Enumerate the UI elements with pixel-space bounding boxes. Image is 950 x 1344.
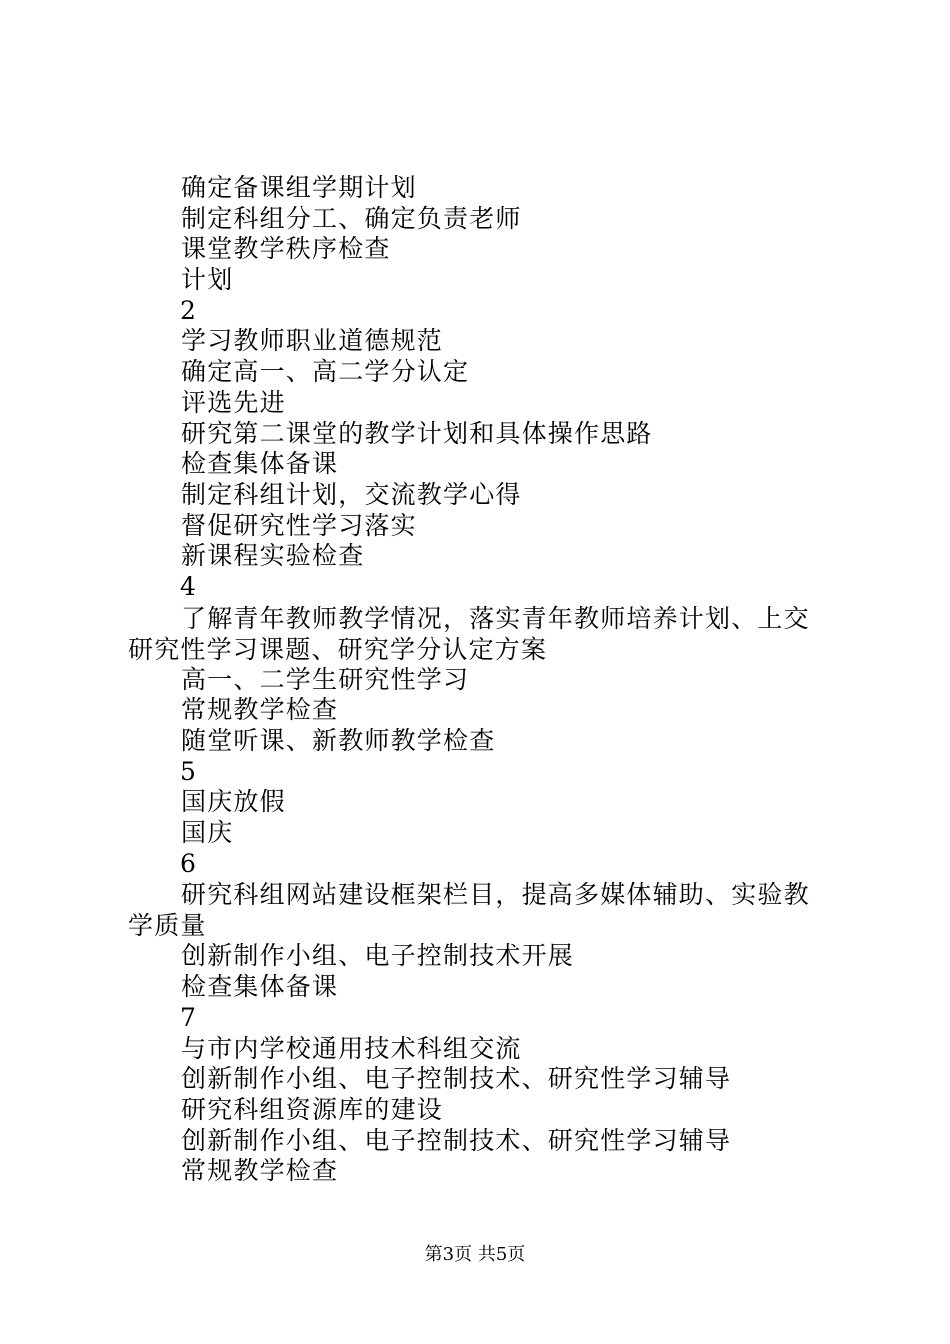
section-number: 6 bbox=[180, 848, 198, 878]
section-number: 7 bbox=[180, 1002, 198, 1032]
text-line: 研究科组资源库的建设 bbox=[181, 1094, 444, 1124]
text-line: 创新制作小组、电子控制技术开展 bbox=[181, 941, 575, 971]
text-line: 学习教师职业道德规范 bbox=[181, 326, 444, 356]
text-line: 国庆 bbox=[181, 818, 234, 848]
page-footer: 第3页 共5页 bbox=[424, 1244, 526, 1265]
section-number: 2 bbox=[180, 295, 198, 325]
text-line: 研究第二课堂的教学计划和具体操作思路 bbox=[181, 418, 653, 448]
text-line: 常规教学检查 bbox=[181, 1156, 339, 1186]
text-line: 评选先进 bbox=[181, 387, 286, 417]
text-line: 确定备课组学期计划 bbox=[181, 173, 417, 202]
text-paragraph: 研究科组网站建设框架栏目，提高多媒体辅助、实验教学质量 bbox=[128, 880, 810, 941]
text-paragraph: 了解青年教师教学情况，落实青年教师培养计划、上交研究性学习课题、研究学分认定方案 bbox=[128, 603, 810, 664]
text-line: 创新制作小组、电子控制技术、研究性学习辅导 bbox=[181, 1125, 732, 1155]
text-line: 国庆放假 bbox=[181, 787, 286, 817]
text-line: 高一、二学生研究性学习 bbox=[181, 664, 470, 694]
text-line: 计划 bbox=[181, 265, 234, 295]
text-line: 新课程实验检查 bbox=[181, 541, 365, 571]
text-line: 创新制作小组、电子控制技术、研究性学习辅导 bbox=[181, 1064, 732, 1094]
text-line: 随堂听课、新教师教学检查 bbox=[181, 726, 496, 755]
text-line: 常规教学检查 bbox=[181, 695, 339, 725]
text-line: 制定科组分工、确定负责老师 bbox=[181, 203, 522, 233]
section-number: 4 bbox=[180, 571, 198, 601]
text-line: 督促研究性学习落实 bbox=[181, 510, 417, 540]
document-body bbox=[0, 173, 950, 1187]
text-line: 检查集体备课 bbox=[181, 449, 339, 479]
text-line: 检查集体备课 bbox=[181, 972, 339, 1002]
text-line: 确定高一、高二学分认定 bbox=[181, 357, 470, 387]
text-line: 课堂教学秩序检查 bbox=[181, 234, 391, 264]
section-number: 5 bbox=[180, 756, 198, 786]
text-line: 制定科组计划，交流教学心得 bbox=[181, 479, 522, 509]
text-line: 与市内学校通用技术科组交流 bbox=[181, 1033, 522, 1063]
